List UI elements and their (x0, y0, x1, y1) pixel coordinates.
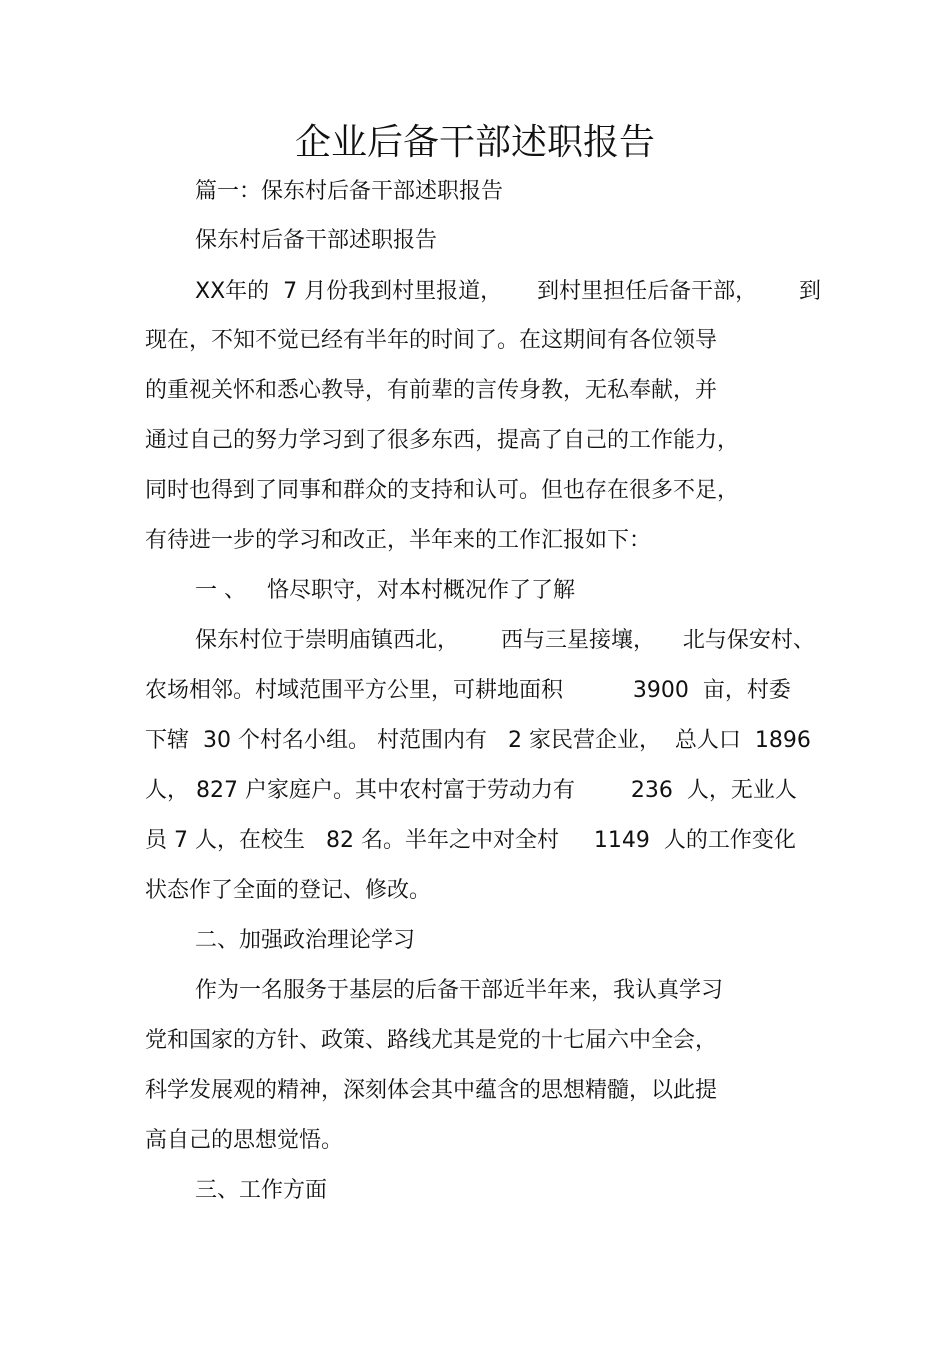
paragraph-line: 现在，不知不觉已经有半年的时间了。在这期间有各位领导 (145, 328, 718, 353)
paragraph-line: 的重视关怀和悉心教导，有前辈的言传身教，无私奉献，并 (145, 378, 718, 403)
paragraph-line: 通过自己的努力学习到了很多东西，提高了自己的工作能力， (145, 428, 740, 453)
section-heading-two: 二、加强政治理论学习 (195, 928, 416, 953)
paragraph-line: 保东村位于崇明庙镇西北， 西与三星接壤， 北与保安村、 (195, 628, 815, 653)
paragraph-line: 农场相邻。村域范围平方公里，可耕地面积 3900 亩，村委 (145, 678, 791, 703)
paragraph-line: 同时也得到了同事和群众的支持和认可。但也存在很多不足， (145, 478, 740, 503)
subtitle-line: 保东村后备干部述职报告 (195, 228, 438, 253)
section-heading-part-one: 篇一：保东村后备干部述职报告 (195, 179, 504, 204)
paragraph-line: 科学发展观的精神，深刻体会其中蕴含的思想精髓，以此提 (145, 1078, 718, 1103)
paragraph-line: 作为一名服务于基层的后备干部近半年来，我认真学习 (195, 978, 724, 1003)
section-heading-one: 一 、 恪尽职守，对本村概况作了了解 (195, 578, 575, 603)
paragraph-line: XX年的 7 月份我到村里报道， 到村里担任后备干部， 到 (195, 279, 822, 304)
paragraph-line: 有待进一步的学习和改正，半年来的工作汇报如下： (145, 528, 652, 553)
paragraph-line: 下辖 30 个村名小组。 村范围内有 2 家民营企业， 总人口 1896 (145, 728, 811, 753)
paragraph-line: 人， 827 户家庭户。其中农村富于劳动力有 236 人，无业人 (145, 778, 797, 803)
paragraph-line: 党和国家的方针、政策、路线尤其是党的十七届六中全会， (145, 1028, 718, 1053)
section-heading-three: 三、工作方面 (195, 1178, 328, 1203)
paragraph-line: 员 7 人，在校生 82 名。半年之中对全村 1149 人的工作变化 (145, 828, 796, 853)
paragraph-line: 高自己的思想觉悟。 (145, 1128, 344, 1153)
paragraph-line: 状态作了全面的登记、修改。 (145, 878, 432, 903)
document-title: 企业后备干部述职报告 (294, 122, 655, 163)
